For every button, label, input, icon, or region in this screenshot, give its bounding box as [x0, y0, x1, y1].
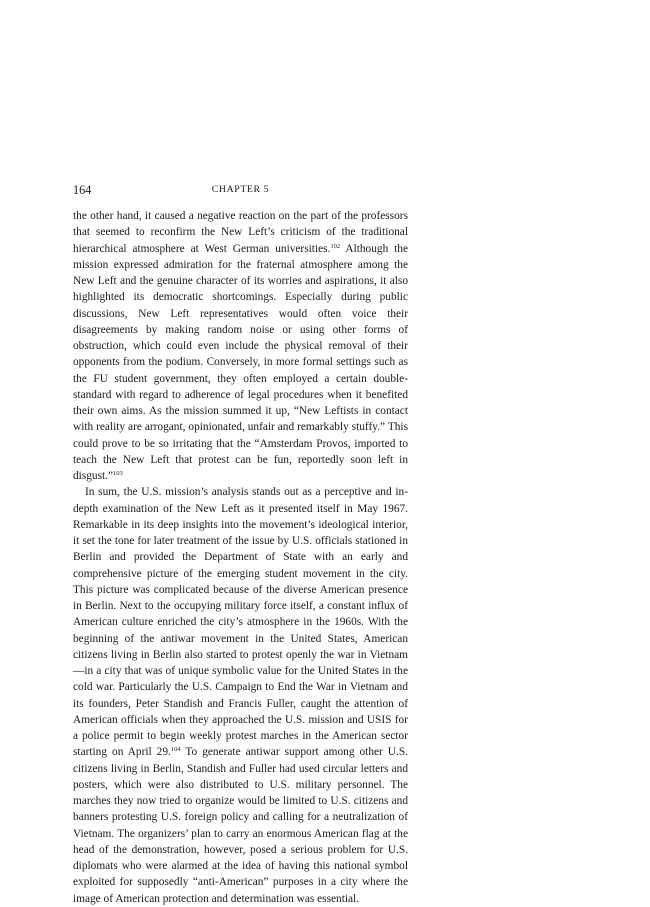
body-paragraph [73, 484, 408, 907]
footnote-marker: 102 [330, 242, 341, 250]
page-number: 164 [73, 183, 92, 197]
text-run: the other hand, it caused a negative reaction on the part of the professors that seemed to reconfirm the New Left’s criticism of the traditional hierarchical atmosphere at West German universities. [73, 210, 408, 255]
book-page [73, 183, 408, 907]
footnote-marker: 104 [170, 746, 181, 754]
body-paragraph [73, 208, 408, 484]
running-head [73, 183, 408, 199]
body-text [73, 208, 408, 907]
text-run: In sum, the U.S. mission’s analysis stands out as a perceptive and in-depth examination of the New Left as it presented itself in May 1967. Remarkable in its deep insights into the movement’s ideological interior, it set the tone for later treatment of the issue by U.S. officials stationed in Berlin and provided the Department of State with an early and comprehensive picture of the emerging student movement in the city. This picture was complicated because of the diverse American presence in Berlin. Next to the occupying military force itself, a constant influx of American culture enriched the city’s atmosphere in the 1960s. With the beginning of the antiwar movement in the United States, American citizens living in Berlin also started to protest openly the war in Vietnam—in a city that was of unique symbolic value for the United States in the cold war. Particularly the U.S. Campaign to End the War in Vietnam and its founders, Peter Standish and Francis Fuller, caught the attention of American officials when they approached the U.S. mission and USIS for a police permit to begin weekly protest marches in the American sector starting on April 29. [73, 486, 408, 759]
chapter-label: CHAPTER 5 [211, 184, 270, 195]
text-run: To generate antiwar support among other U.S. citizens living in Berlin, Standish and Fuller had used circular letters and posters, which were also distributed to U.S. military personnel. The marches they now tried to organize would be limited to U.S. citizens and banners protesting U.S. foreign policy and calling for a neutralization of Vietnam. The organizers’ plan to carry an enormous American flag at the head of the demonstration, however, posed a serious problem for U.S. diplomats who were alarmed at the idea of having this national symbol exploited for supposedly “anti-American” purposes in a city where the image of American protection and determination was essential. [73, 746, 408, 905]
footnote-marker: 103 [113, 470, 123, 477]
text-run: Although the mission expressed admiration for the fraternal atmosphere among the New Left and the genuine character of its worries and aspirations, it also highlighted its democratic shortcomings. Especially during public discussions, New Left representatives would often voice their disagreements by making random noise or using other forms of obstruction, which could even include the physical removal of their opponents from the podium. Conversely, in more formal settings such as the FU student government, they often employed a certain double-standard with regard to adherence of legal procedures when it benefited their own aims. As the mission summed it up, “New Leftists in contact with reality are arrogant, opinionated, unfair and remarkably stuffy.” This could prove to be so irritating that the “Amsterdam Provos, imported to teach the New Left that protest can be fun, reportedly soon left in disgust.” [73, 242, 408, 482]
